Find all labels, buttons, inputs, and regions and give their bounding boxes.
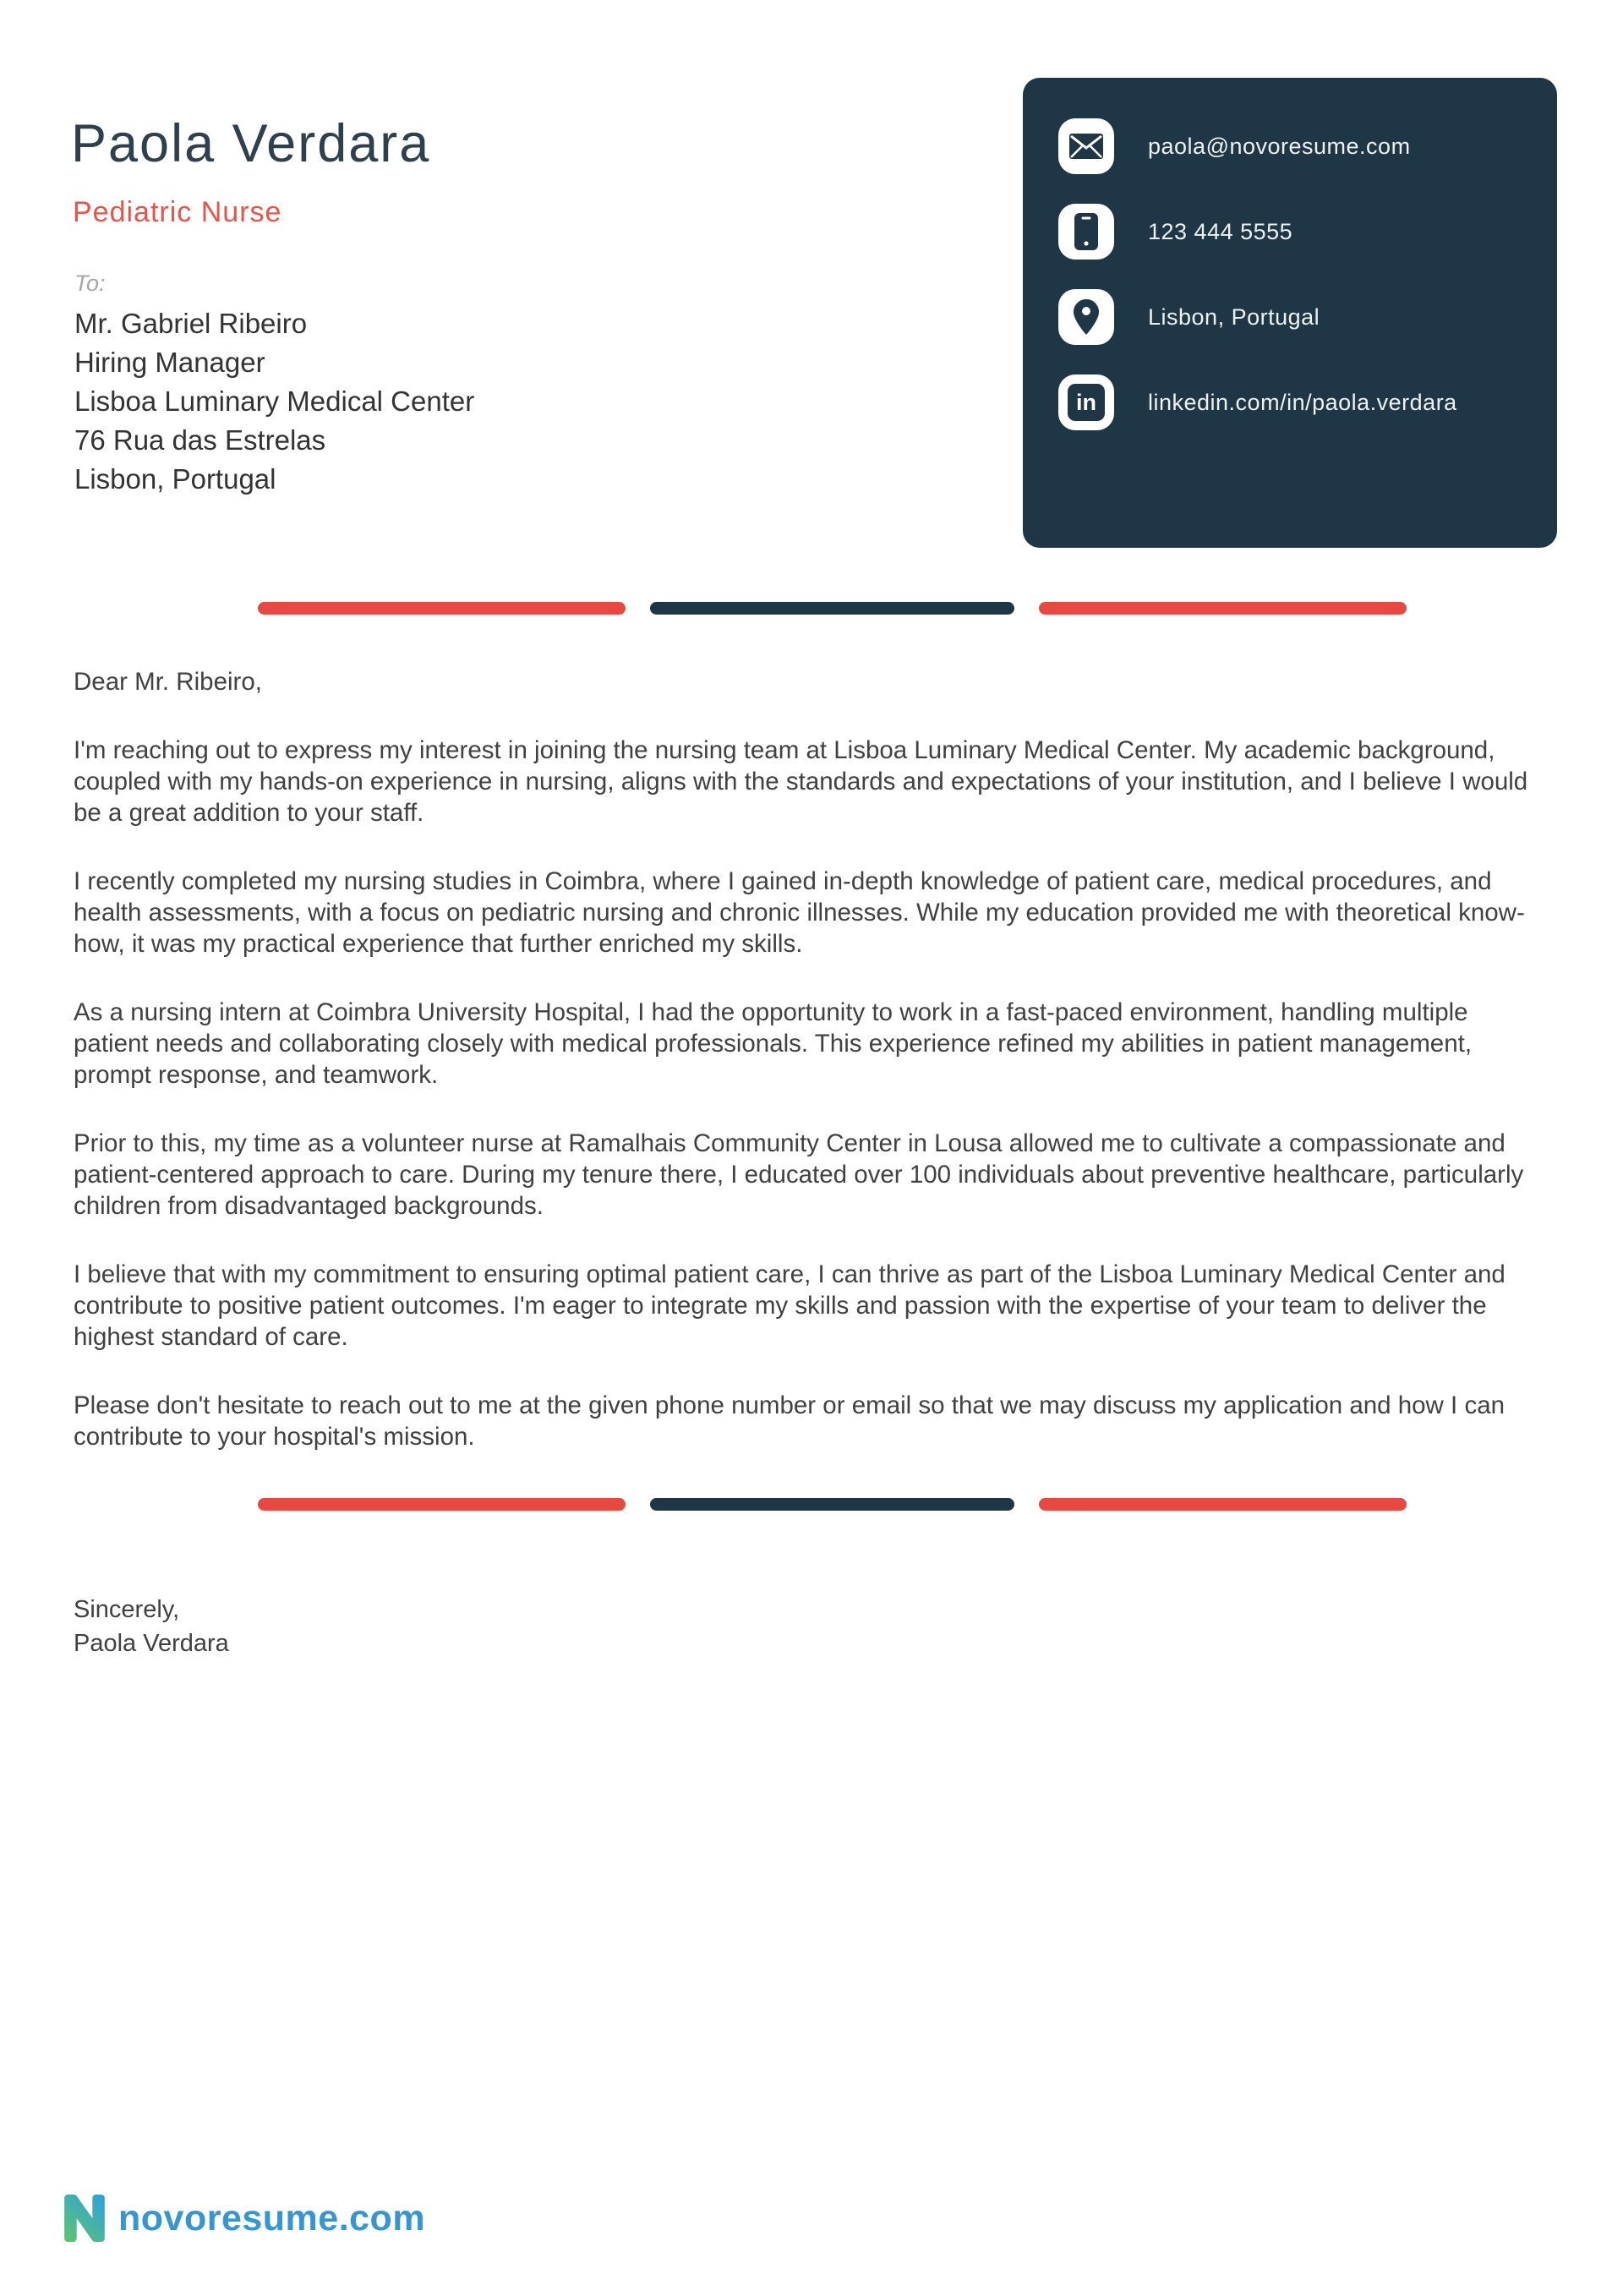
- divider-segment-navy: [650, 1498, 1014, 1511]
- recipient-street: 76 Rua das Estrelas: [74, 424, 326, 456]
- divider-segment-red: [1039, 1498, 1407, 1511]
- divider-segment-navy: [650, 602, 1014, 615]
- recipient-city: Lisbon, Portugal: [74, 463, 276, 495]
- brand-footer: [64, 2195, 425, 2242]
- signature-block: [74, 1593, 229, 1660]
- divider-segment-red: [258, 602, 626, 615]
- contact-card: [1023, 78, 1557, 548]
- section-divider-bottom: [258, 1498, 1407, 1511]
- paragraph-4: Prior to this, my time as a volunteer nurse at Ramalhais Community Center in Lousa allowed me to cultivate a compassionate and patient-centered approach to care. During my tenure there, I educated over 100 individuals about preventive healthcare, particularly children from disadvantaged backgrounds.: [74, 1129, 1524, 1220]
- letter-body: [74, 666, 1540, 1490]
- recipient-name: Mr. Gabriel Ribeiro: [74, 308, 308, 339]
- paragraph-3: As a nursing intern at Coimbra University Hospital, I had the opportunity to work in a fast-paced environment, handling multiple patient needs and collaborating closely with medical professionals. This experience refined my abilities in patient management, prompt response, and teamwork.: [74, 998, 1473, 1089]
- paragraph-1: I'm reaching out to express my interest in joining the nursing team at Lisboa Luminary Medical Center. My academic background, coupled with my hands-on experience in nursing, aligns with the standards and expectations of your institution, and I believe I would be a great addition to your staff.: [74, 736, 1528, 827]
- recipient-role: Hiring Manager: [74, 347, 265, 378]
- phone-icon: [1058, 204, 1114, 260]
- contact-row-email: [1058, 118, 1532, 174]
- location-value: Lisbon, Portugal: [1148, 303, 1320, 330]
- closing-line: Sincerely,: [74, 1596, 180, 1623]
- contact-row-phone: [1058, 204, 1532, 260]
- page-title: Paola Verdara: [71, 114, 431, 173]
- divider-segment-red: [1039, 602, 1407, 615]
- recipient-company: Lisboa Luminary Medical Center: [74, 385, 475, 417]
- signature-name: Paola Verdara: [74, 1630, 229, 1657]
- linkedin-icon: [1058, 374, 1114, 430]
- linkedin-value: linkedin.com/in/paola.verdara: [1148, 389, 1457, 415]
- novoresume-logo-icon: [64, 2195, 105, 2242]
- paragraph-2: I recently completed my nursing studies in Coimbra, where I gained in-depth knowledge of patient care, medical procedures, and health assessments, with a focus on pediatric nursing and chronic illnesses. While my education provided me with theoretical know-how, it was my practical experience that further enriched my skills.: [74, 867, 1525, 958]
- email-value: paola@novoresume.com: [1148, 133, 1411, 159]
- recipient-address-block: [74, 304, 474, 499]
- paragraph-6: Please don't hesitate to reach out to me at the given phone number or email so that we may discuss my application and how I can contribute to your hospital's mission.: [74, 1391, 1506, 1451]
- greeting: Dear Mr. Ribeiro,: [74, 668, 262, 696]
- contact-row-location: [1058, 289, 1532, 345]
- phone-value: 123 444 5555: [1148, 218, 1293, 244]
- linkedin-glyph: in: [1068, 384, 1105, 421]
- divider-segment-red: [258, 1498, 626, 1511]
- paragraph-5: I believe that with my commitment to ensuring optimal patient care, I can thrive as part of the Lisboa Luminary Medical Center and contribute to positive patient outcomes. I'm eager to integrate my skills and passion with the expertise of your team to deliver the highest standard of care.: [74, 1260, 1506, 1351]
- section-divider-top: [258, 602, 1407, 615]
- brand-name: novoresume.com: [118, 2197, 426, 2239]
- job-title: Pediatric Nurse: [73, 196, 282, 228]
- mail-icon: [1058, 118, 1114, 174]
- recipient-label: To:: [74, 271, 106, 296]
- contact-row-linkedin: [1058, 374, 1532, 430]
- location-icon: [1058, 289, 1114, 345]
